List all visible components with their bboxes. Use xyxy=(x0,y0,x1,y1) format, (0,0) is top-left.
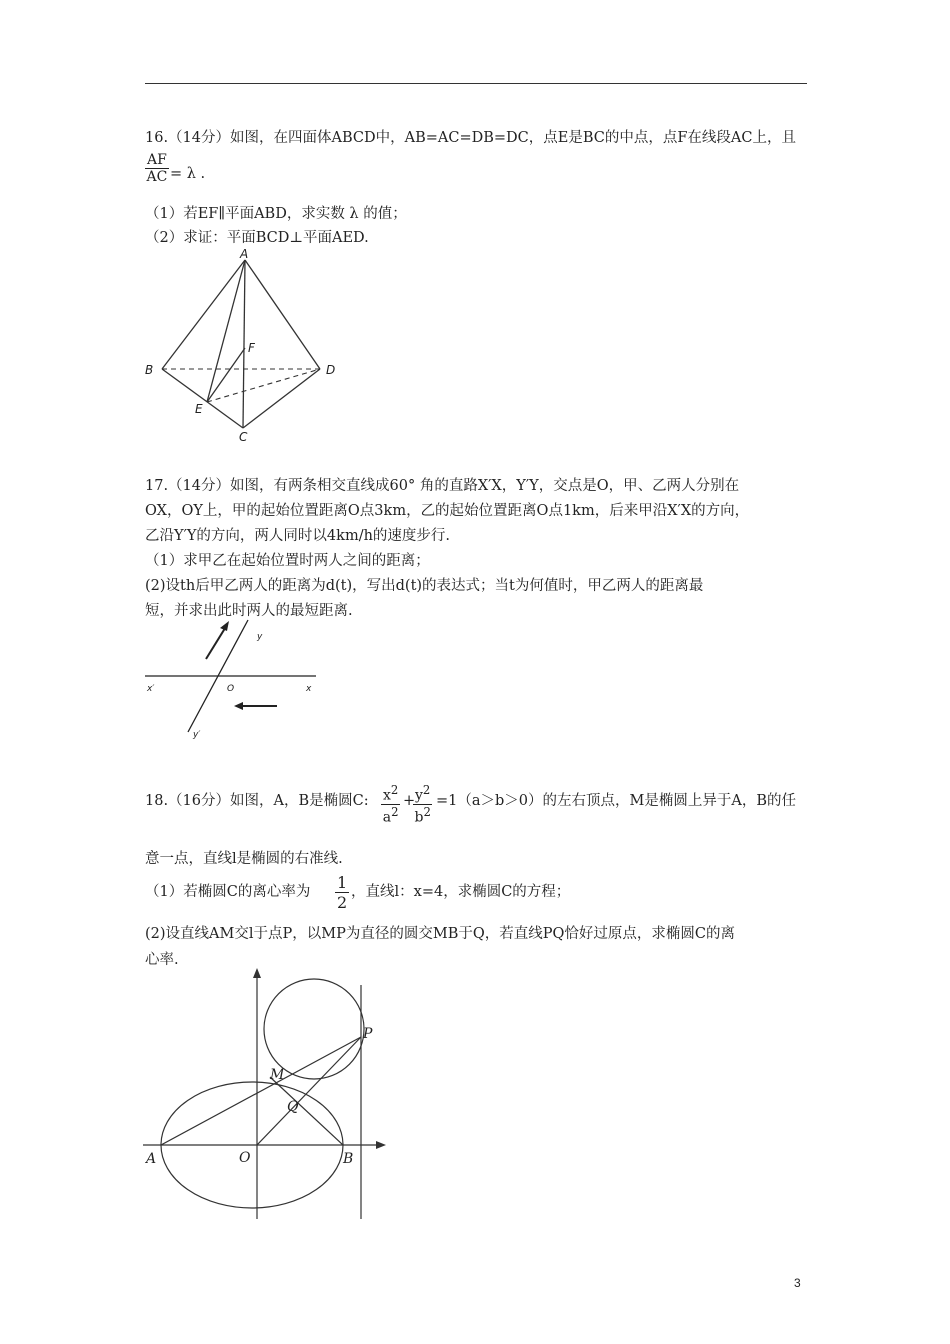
q18-part2-b: 心率. xyxy=(145,952,179,968)
q17-part1: （1）求甲乙在起始位置时两人之间的距离； xyxy=(145,553,430,569)
q18-fx-num: x xyxy=(383,787,391,804)
q18-x-fraction xyxy=(381,783,400,825)
q18-fy-den: b xyxy=(414,809,424,826)
q16-label-B: B xyxy=(145,363,154,377)
q17-line1: 17.（14分）如图，有两条相交直线成60° 角的直路X′X，Y′Y，交点是O，甲、乙两人分别在 xyxy=(145,478,740,494)
q17-part2-b: 短，并求出此时两人的最短距离. xyxy=(145,603,353,619)
q18-part1-post: ，直线l：x=4，求椭圆C的方程； xyxy=(351,884,571,900)
q16-part2: （2）求证：平面BCD⊥平面AED. xyxy=(145,230,369,246)
q16-part1: （1）若EF∥平面ABD，求实数 λ 的值； xyxy=(145,206,407,222)
q16-line1: 16.（14分）如图，在四面体ABCD中，AB=AC=DB=DC，点E是BC的中点，点F在线段AC上，且 xyxy=(145,130,796,146)
q18-label-B: B xyxy=(343,1151,354,1167)
q18-fx-sup: 2 xyxy=(390,783,399,797)
header-rule xyxy=(145,83,807,84)
q18-fx-den-sup: 2 xyxy=(391,804,399,819)
q18-label-P: P xyxy=(363,1026,373,1042)
q16-frac-denominator: AC xyxy=(146,169,168,185)
q18-line2: 意一点，直线l是椭圆的右准线. xyxy=(145,851,343,867)
q16-fraction xyxy=(145,152,169,185)
q18-label-A: A xyxy=(146,1151,157,1167)
q18-fy-den-sup: 2 xyxy=(423,804,431,819)
q16-frac-tail: = λ . xyxy=(170,166,206,182)
q17-line2: OX，OY上，甲的起始位置距离O点3km，乙的起始位置距离O点1km，后来甲沿X′X的方向， xyxy=(145,503,750,519)
q17-line3: 乙沿Y′Y的方向，两人同时以4km/h的速度步行. xyxy=(145,528,451,544)
q18-y-fraction xyxy=(413,783,432,825)
q18-half-num: 1 xyxy=(337,873,348,892)
q16-label-C: C xyxy=(239,430,248,444)
q16-label-E: E xyxy=(195,402,203,416)
q17-part2-a: (2)设th后甲乙两人的距离为d(t)，写出d(t)的表达式；当t为何值时，甲乙两人的距离最 xyxy=(145,578,704,594)
q18-part2-a: (2)设直线AM交l于点P，以MP为直径的圆交MB于Q，若直线PQ恰好过原点，求椭圆C的离 xyxy=(145,926,735,942)
q18-label-Q: Q xyxy=(287,1099,299,1115)
q16-label-D: D xyxy=(326,363,336,377)
q18-half-den: 2 xyxy=(337,893,348,912)
q16-label-A: A xyxy=(240,247,249,261)
q18-label-M: M xyxy=(270,1067,285,1083)
q18-fy-sup: 2 xyxy=(422,783,431,797)
q17-label-y-prime: y′ xyxy=(193,730,201,740)
q16-label-F: F xyxy=(248,341,255,355)
q17-label-x: x xyxy=(306,684,312,694)
q17-label-x-prime: x′ xyxy=(147,684,155,694)
q17-label-y: y xyxy=(257,632,263,642)
q18-line1-pre: 18.（16分）如图，A，B是椭圆C: xyxy=(145,793,369,809)
q17-label-O: O xyxy=(227,684,235,694)
q17-roads-figure xyxy=(140,615,340,745)
q18-plus: + xyxy=(403,793,416,809)
q18-half-fraction xyxy=(335,873,349,912)
q18-line1-post: =1（a＞b＞0）的左右顶点，M是椭圆上异于A，B的任 xyxy=(436,793,796,809)
q18-ellipse-figure xyxy=(140,965,400,1225)
q16-frac-numerator: AF xyxy=(147,152,167,168)
q16-tetrahedron-figure xyxy=(140,248,360,448)
q18-part1-pre: （1）若椭圆C的离心率为 xyxy=(145,884,311,900)
q18-fy-num: y xyxy=(415,787,423,804)
q18-label-O: O xyxy=(239,1150,251,1166)
q18-fx-den: a xyxy=(382,809,392,826)
page-number: 3 xyxy=(794,1276,801,1290)
